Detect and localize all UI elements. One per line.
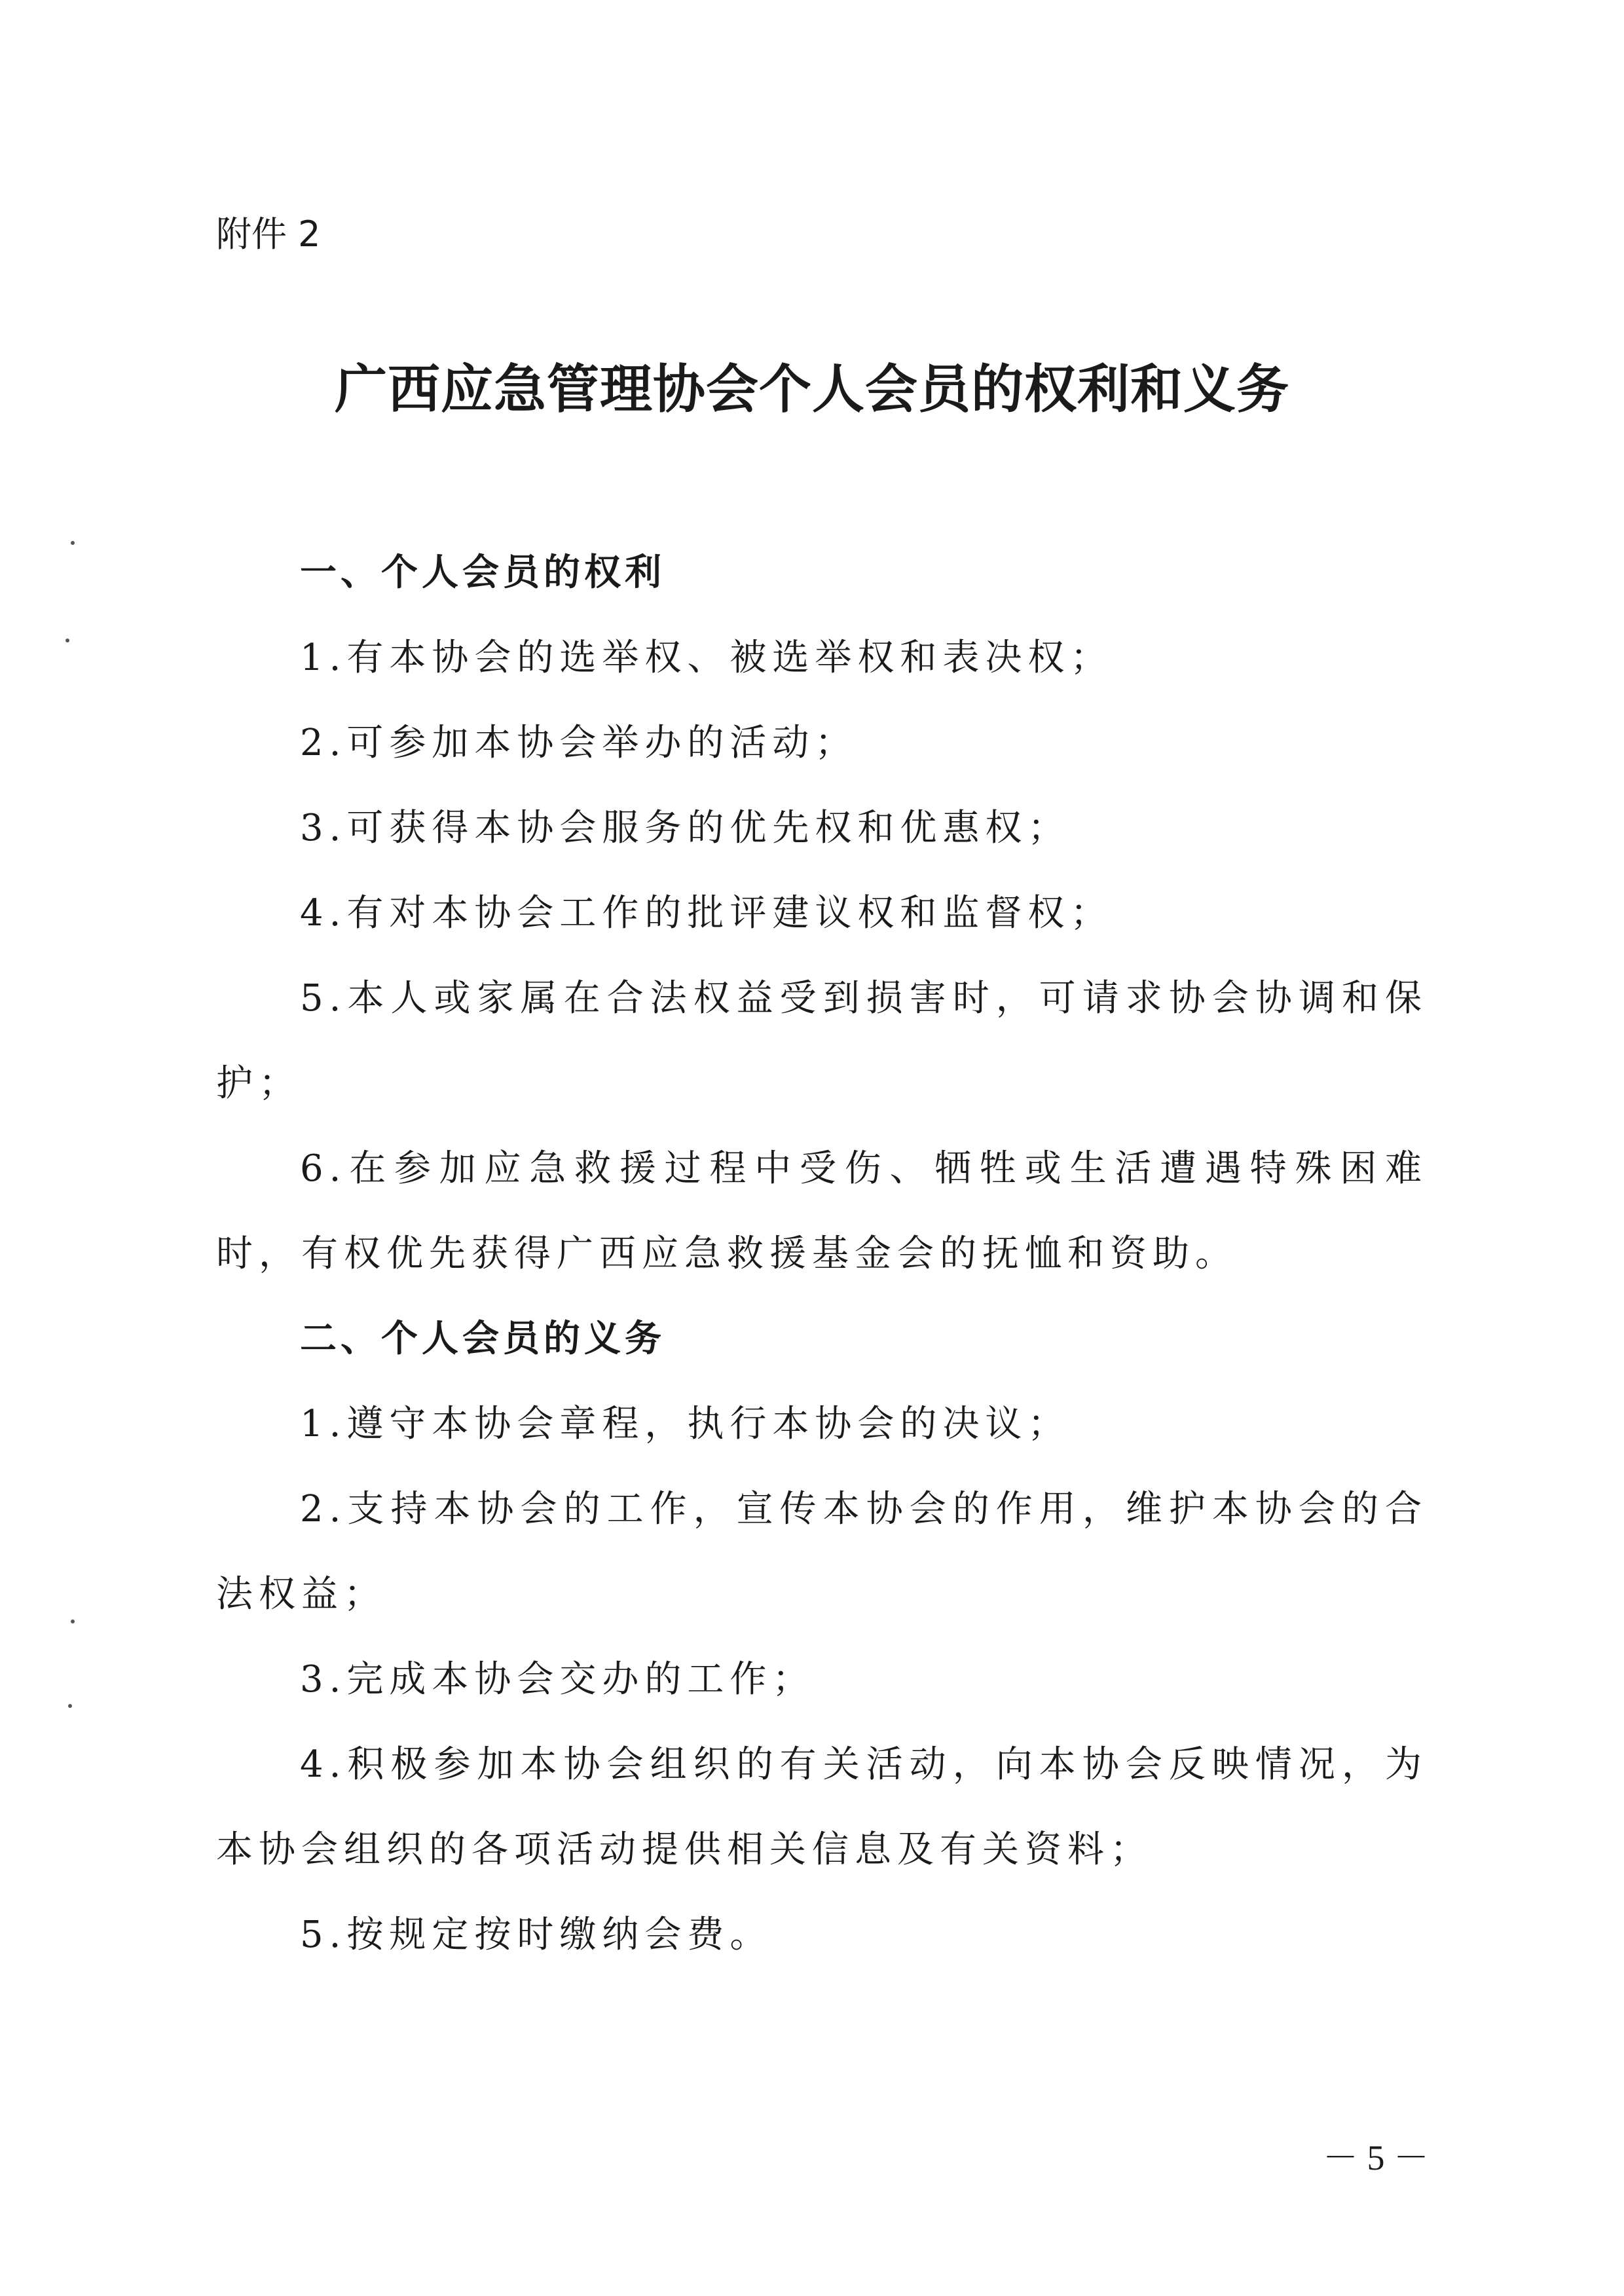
rights-item-6: 6.在参加应急救援过程中受伤、牺牲或生活遭遇特殊困难时，有权优先获得广西应急救援基金会的抚恤和资助。 [216, 1147, 1428, 1275]
section-heading-obligations: 二、个人会员的义务 [300, 1318, 665, 1360]
document-title: 广西应急管理协会个人会员的权利和义务 [335, 359, 1289, 420]
scan-speck [65, 639, 69, 642]
scan-speck [68, 1704, 72, 1708]
rights-item-5: 5.本人或家属在合法权益受到损害时，可请求协会协调和保护； [216, 977, 1428, 1105]
rights-item-3: 3.可获得本协会服务的优先权和优惠权； [300, 807, 1071, 849]
rights-item-2: 2.可参加本协会举办的活动； [300, 722, 858, 764]
obligations-item-2: 2.支持本协会的工作，宣传本协会的作用，维护本协会的合法权益； [216, 1488, 1428, 1616]
obligations-item-3: 3.完成本协会交办的工作； [300, 1658, 815, 1701]
obligations-item-5: 5.按规定按时缴纳会费。 [300, 1914, 773, 1956]
obligations-item-4: 4.积极参加本协会组织的有关活动，向本协会反映情况，为本协会组织的各项活动提供相关信息及有关资料； [216, 1743, 1428, 1871]
page-number: － 5 － [1323, 2138, 1429, 2177]
obligations-item-1: 1.遵守本协会章程，执行本协会的决议； [300, 1403, 1071, 1445]
scan-speck [71, 1620, 75, 1623]
attachment-label: 附件 2 [216, 213, 321, 255]
document-body [216, 530, 1428, 1978]
rights-item-1: 1.有本协会的选举权、被选举权和表决权； [300, 637, 1113, 679]
rights-item-4: 4.有对本协会工作的批评建议权和监督权； [300, 892, 1113, 935]
scan-speck [71, 541, 75, 545]
section-heading-rights: 一、个人会员的权利 [300, 551, 665, 594]
